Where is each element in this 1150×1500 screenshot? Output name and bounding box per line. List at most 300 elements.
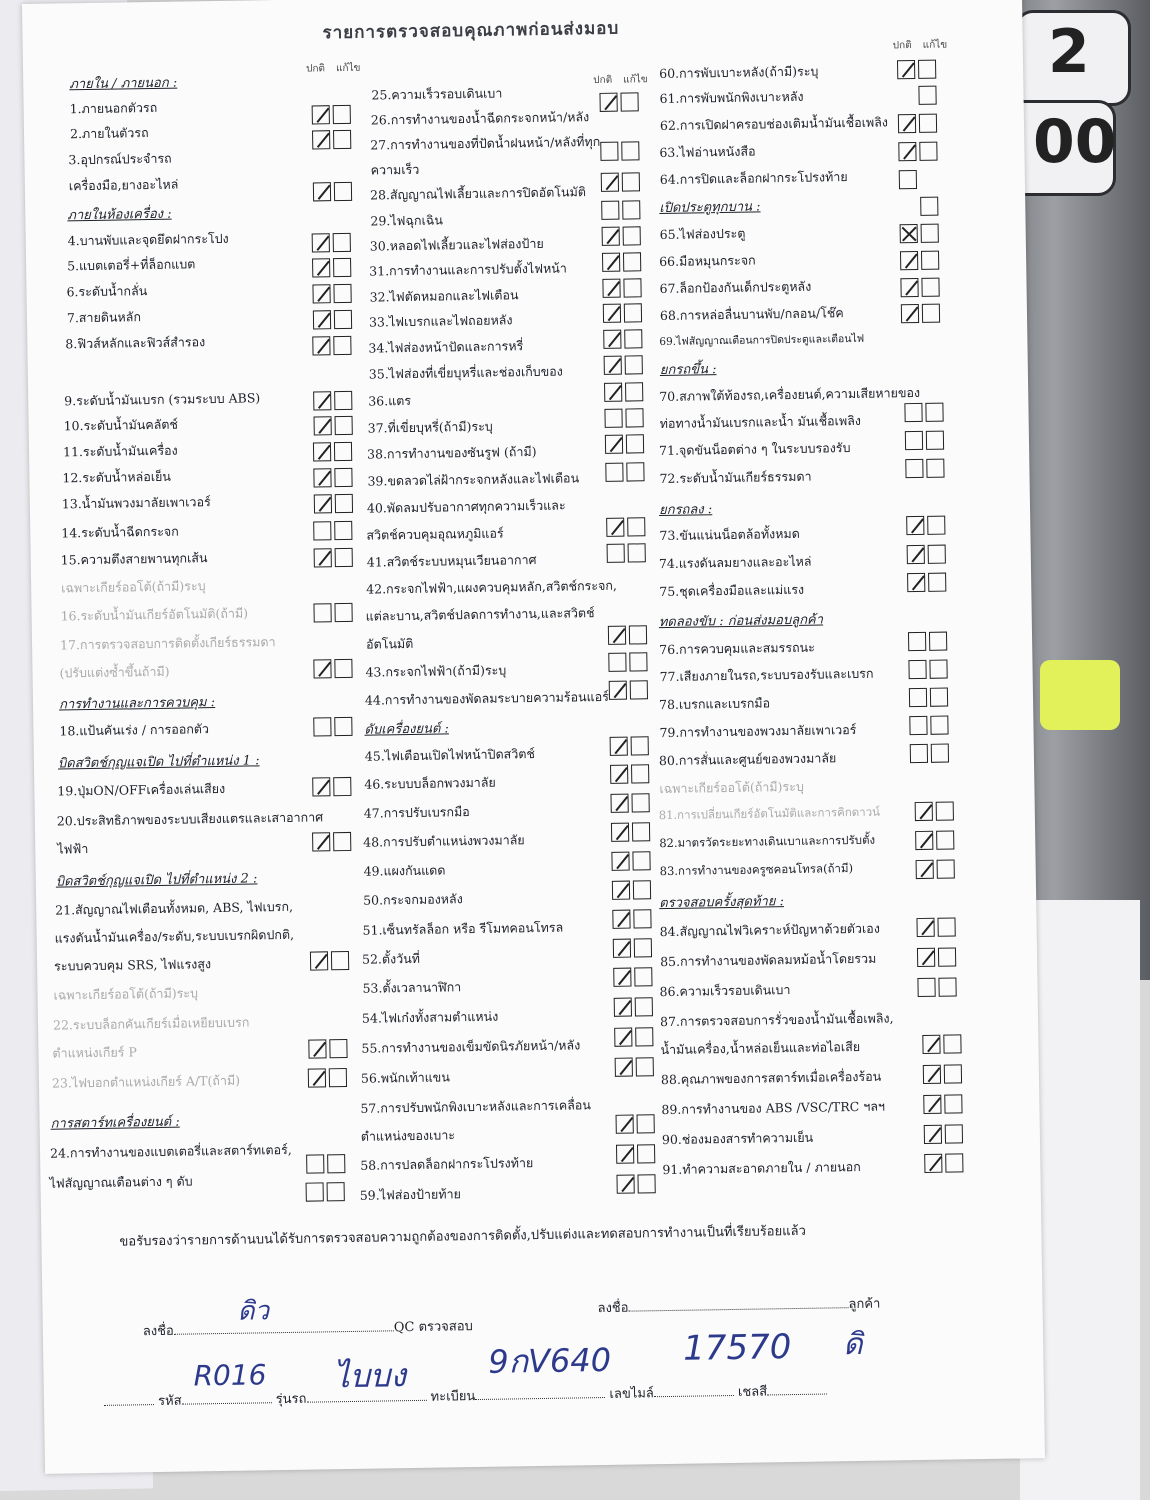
checklist-item: 37.ที่เขี่ยบุหรี่(ถ้ามี)ระบุ — [367, 418, 493, 436]
checklist-item: ไฟสัญญาณเตือนต่าง ๆ ดับ — [49, 1173, 193, 1191]
checklist-item: 11.ระดับน้ำมันเครื่อง — [62, 442, 178, 460]
checkbox-fix[interactable] — [945, 1124, 963, 1143]
checkbox-normal[interactable] — [602, 253, 620, 272]
checkbox-fix[interactable] — [624, 303, 642, 322]
checkbox-normal[interactable] — [900, 278, 918, 297]
checkbox-normal[interactable] — [313, 310, 331, 329]
checkbox-fix[interactable] — [928, 545, 946, 564]
checkbox-normal[interactable] — [604, 409, 622, 428]
checklist-item: 89.การทำงานของ ABS /VSC/TRC ฯลฯ — [661, 1098, 886, 1118]
checkbox-normal[interactable] — [898, 114, 916, 133]
checklist-item: 49.แผงกันแดด — [363, 862, 446, 879]
calculator-key-2: 2 — [1015, 10, 1131, 106]
checkbox-normal[interactable] — [602, 227, 620, 246]
col-header-fix: แก้ไข — [335, 62, 361, 75]
checklist-item: 13.น้ำมันพวงมาลัยเพาเวอร์ — [61, 494, 211, 512]
checkbox-normal[interactable] — [308, 1039, 326, 1058]
checkbox-fix[interactable] — [333, 130, 351, 149]
checkbox-pair — [915, 830, 957, 850]
mileage-field[interactable] — [654, 1395, 734, 1397]
checkbox-normal[interactable] — [604, 356, 622, 375]
checkbox-normal[interactable] — [897, 60, 915, 79]
checklist-item: เครื่องมือ,ยางอะไหล่ — [68, 176, 179, 194]
checkbox-fix[interactable] — [920, 197, 938, 216]
checkbox-fix[interactable] — [628, 543, 646, 562]
checkbox-normal[interactable] — [901, 304, 919, 323]
checkbox-normal[interactable] — [312, 832, 330, 851]
checkbox-normal[interactable] — [606, 518, 624, 537]
checkbox-pair — [898, 114, 940, 134]
checkbox-pair — [900, 251, 942, 271]
checkbox-fix[interactable] — [938, 977, 956, 996]
checkbox-normal[interactable] — [908, 660, 926, 679]
checkbox-normal[interactable] — [904, 403, 922, 422]
checkbox-normal[interactable] — [922, 1035, 940, 1054]
checkbox-pair — [917, 947, 959, 967]
checkbox-normal[interactable] — [602, 279, 620, 298]
checkbox-normal[interactable] — [613, 968, 631, 987]
checkbox-fix[interactable] — [621, 141, 639, 160]
checkbox-normal[interactable] — [909, 688, 927, 707]
checkbox-normal[interactable] — [306, 1182, 324, 1201]
checkbox-pair — [602, 252, 644, 272]
checkbox-normal[interactable] — [314, 548, 332, 567]
checkbox-normal[interactable] — [599, 93, 617, 112]
checkbox-fix[interactable] — [931, 744, 949, 763]
checklist-item: 61.การพับพนักพิงเบาะหลัง — [659, 88, 804, 106]
checkbox-fix[interactable] — [928, 573, 946, 592]
checkbox-normal[interactable] — [905, 431, 923, 450]
checkbox-normal[interactable] — [616, 1145, 634, 1164]
checklist-item: 75.ชุดเครื่องมือและแม่แรง — [659, 581, 805, 600]
checkbox-fix[interactable] — [919, 142, 937, 161]
checkbox-fix[interactable] — [333, 777, 351, 796]
section-heading: เปิดประตูทุกบาน : — [659, 199, 761, 217]
checklist-item: 72.ระดับน้ำมันเกียร์ธรรมดา — [659, 468, 812, 487]
checkbox-normal[interactable] — [603, 330, 621, 349]
checkbox-pair — [306, 1154, 348, 1174]
checkbox-pair — [610, 736, 652, 756]
checkbox-fix[interactable] — [334, 659, 352, 678]
checkbox-pair — [314, 416, 356, 436]
checkbox-normal[interactable] — [605, 435, 623, 454]
checkbox-pair — [313, 468, 355, 488]
checklist-item: 29.ไฟฉุกเฉิน — [370, 212, 443, 229]
checkbox-fix[interactable] — [938, 947, 956, 966]
checkbox-normal[interactable] — [615, 1058, 633, 1077]
checkbox-fix[interactable] — [333, 284, 351, 303]
checkbox-fix[interactable] — [623, 278, 641, 297]
checkbox-pair — [601, 200, 643, 220]
checkbox-normal[interactable] — [600, 142, 618, 161]
checkbox-normal[interactable] — [608, 653, 626, 672]
checkbox-normal[interactable] — [314, 494, 332, 513]
checkbox-normal[interactable] — [915, 802, 933, 821]
checklist-item: 86.ความเร็วรอบเดินเบา — [659, 982, 791, 1000]
checkbox-normal[interactable] — [900, 224, 918, 243]
checkbox-normal[interactable] — [312, 284, 330, 303]
checkbox-fix[interactable] — [918, 86, 936, 105]
checkbox-fix[interactable] — [327, 1154, 345, 1173]
checkbox-fix[interactable] — [623, 252, 641, 271]
checklist-item: 4.บานพับและจุดยึดฝากระโปง — [67, 230, 229, 249]
checkbox-fix[interactable] — [333, 336, 351, 355]
checkbox-normal[interactable] — [611, 823, 629, 842]
checkbox-normal[interactable] — [312, 258, 330, 277]
checklist-item: 76.การควบคุมและสมรรถนะ — [659, 639, 815, 658]
checkbox-normal[interactable] — [917, 948, 935, 967]
checkbox-fix[interactable] — [636, 1057, 654, 1076]
col-header-fix: แก้ไข — [623, 74, 648, 86]
checkbox-normal[interactable] — [905, 459, 923, 478]
checkbox-normal[interactable] — [312, 233, 330, 252]
checkbox-pair — [905, 459, 947, 479]
checkbox-pair — [313, 442, 355, 462]
checkbox-fix[interactable] — [627, 517, 645, 536]
checkbox-normal[interactable] — [312, 336, 330, 355]
checkbox-pair — [611, 851, 653, 871]
checkbox-normal[interactable] — [312, 130, 330, 149]
checkbox-fix[interactable] — [634, 938, 652, 957]
checkbox-fix[interactable] — [637, 1174, 655, 1193]
reg-field[interactable] — [475, 1397, 605, 1400]
sign-label: ลงชื่อ — [142, 1323, 174, 1340]
checklist-item: 22.ระบบล็อกคันเกียร์เมื่อเหยียบเบรก — [52, 1014, 250, 1033]
checkbox-pair — [600, 141, 642, 161]
checklist-item: 87.การตรวจสอบการรั่วของน้ำมันเชื้อเพลิง, — [659, 1010, 894, 1030]
checkbox-fix[interactable] — [335, 416, 353, 435]
col-header-normal: ปกติ — [892, 40, 912, 52]
checkbox-normal[interactable] — [601, 201, 619, 220]
checkbox-fix[interactable] — [334, 603, 352, 622]
checkbox-fix[interactable] — [937, 859, 955, 878]
checklist-item: 38.การทำงานของซันรูฟ (ถ้ามี) — [366, 443, 537, 462]
checkbox-fix[interactable] — [327, 1182, 345, 1201]
checkbox-fix[interactable] — [622, 172, 640, 191]
checkbox-fix[interactable] — [922, 304, 940, 323]
checkbox-fix[interactable] — [329, 1039, 347, 1058]
checklist-item: 20.ประสิทธิภาพของระบบเสียงแตรและเสาอากาศ — [56, 809, 324, 829]
checkbox-normal[interactable] — [909, 716, 927, 735]
checklist-item: 36.แตร — [368, 392, 412, 409]
checkbox-normal[interactable] — [907, 573, 925, 592]
qc-signature: ดิว — [237, 1296, 270, 1327]
checkbox-fix[interactable] — [926, 459, 944, 478]
checkbox-normal[interactable] — [603, 304, 621, 323]
checkbox-normal[interactable] — [900, 251, 918, 270]
checkbox-normal[interactable] — [313, 442, 331, 461]
checkbox-fix[interactable] — [936, 801, 954, 820]
checklist-item: ระบบควบคุม SRS, ไฟแรงสูง — [53, 956, 212, 974]
checkbox-normal[interactable] — [899, 170, 917, 189]
checkbox-fix[interactable] — [335, 494, 353, 513]
checkbox-pair — [614, 997, 656, 1017]
checkbox-normal[interactable] — [906, 516, 924, 535]
checkbox-fix[interactable] — [936, 830, 954, 849]
checkbox-pair — [603, 303, 645, 323]
checkbox-fix[interactable] — [333, 832, 351, 851]
checkbox-pair — [901, 304, 943, 324]
col-header-normal: ปกติ — [305, 63, 326, 75]
checkbox-normal[interactable] — [313, 659, 331, 678]
checkbox-fix[interactable] — [334, 182, 352, 201]
checkbox-fix[interactable] — [625, 408, 643, 427]
checkbox-fix[interactable] — [630, 680, 648, 699]
checkbox-fix[interactable] — [921, 278, 939, 297]
checkbox-fix[interactable] — [334, 310, 352, 329]
checklist-item: 12.ระดับน้ำหล่อเย็น — [62, 468, 172, 486]
checklist-item: 18.แป้นคันเร่ง / การออกตัว — [59, 721, 210, 739]
checkbox-normal[interactable] — [907, 545, 925, 564]
checkbox-pair — [313, 391, 355, 411]
checkbox-normal[interactable] — [314, 416, 332, 435]
checkbox-pair — [313, 521, 355, 541]
checklist-item: 27.การทำงานของที่ปัดน้ำฝนหน้า/หลังที่ทุก — [370, 133, 601, 153]
checklist-item: 8.ฟิวส์หลักและฟิวส์สำรอง — [65, 334, 206, 352]
checkbox-normal[interactable] — [915, 831, 933, 850]
checkbox-pair — [899, 197, 941, 217]
checkbox-fix[interactable] — [633, 909, 651, 928]
checkbox-fix[interactable] — [927, 516, 945, 535]
checkbox-normal[interactable] — [898, 142, 916, 161]
checkbox-fix[interactable] — [635, 1027, 653, 1046]
checklist-item: 81.การเปลี่ยนเกียร์อัตโนมัติและการคิกดาวน์ — [658, 804, 881, 823]
checkbox-fix[interactable] — [637, 1114, 655, 1133]
checkbox-pair — [312, 777, 354, 797]
checkbox-normal[interactable] — [313, 521, 331, 540]
checkbox-fix[interactable] — [632, 822, 650, 841]
checkbox-normal[interactable] — [607, 544, 625, 563]
checkbox-normal[interactable] — [910, 744, 928, 763]
checkbox-normal[interactable] — [312, 105, 330, 124]
checklist-item: 90.ช่องมองสารทำความเย็น — [661, 1129, 814, 1148]
checkbox-fix[interactable] — [919, 114, 937, 133]
checkbox-fix[interactable] — [930, 688, 948, 707]
checkbox-fix[interactable] — [334, 391, 352, 410]
checkbox-pair — [609, 680, 651, 700]
customer-signature-field[interactable] — [629, 1307, 849, 1311]
checkbox-normal[interactable] — [917, 978, 935, 997]
checkbox-pair — [923, 1094, 965, 1114]
checkbox-pair — [909, 715, 951, 735]
checklist-item: 34.ไฟส่องหน้าปัดและการหรี่ — [368, 338, 524, 356]
checklist-item: 91.ทำความสะอาดภายใน / ภายนอก — [662, 1158, 861, 1178]
checkbox-normal[interactable] — [313, 717, 331, 736]
checkbox-normal[interactable] — [605, 463, 623, 482]
checkbox-pair — [604, 408, 646, 428]
checkbox-fix[interactable] — [333, 105, 351, 124]
section-heading: ยกรถลง : — [658, 502, 713, 519]
checkbox-normal[interactable] — [313, 603, 331, 622]
checklist-item: 64.การปิดและล็อกฝากระโปรงท้าย — [659, 169, 848, 188]
checkbox-pair — [312, 832, 354, 852]
checklist-item: 50.กระจกมองหลัง — [363, 891, 463, 908]
checkbox-fix[interactable] — [925, 403, 943, 422]
checklist-item: 71.จุดขันน็อตต่าง ๆ ในระบบรองรับ — [658, 440, 851, 459]
checkbox-fix[interactable] — [626, 462, 644, 481]
checkbox-fix[interactable] — [929, 632, 947, 651]
checklist-item: 60.การพับเบาะหลัง(ถ้ามี)ระบุ — [659, 63, 819, 81]
checkbox-fix[interactable] — [626, 434, 644, 453]
checklist-item: 14.ระดับน้ำฉีดกระจก — [61, 523, 179, 541]
checkbox-fix[interactable] — [334, 521, 352, 540]
checkbox-fix[interactable] — [334, 442, 352, 461]
checklist-item: 21.สัญญาณไฟเตือนทั้งหมด, ABS, ไฟเบรก, — [55, 898, 294, 918]
checkbox-pair — [613, 938, 655, 958]
checkbox-fix[interactable] — [635, 997, 653, 1016]
checkbox-pair — [599, 92, 641, 112]
checklist-item: 9.ระดับน้ำมันเบรก (รวมระบบ ABS) — [64, 390, 261, 409]
checkbox-fix[interactable] — [629, 652, 647, 671]
checkbox-pair — [917, 977, 959, 997]
checkbox-fix[interactable] — [930, 716, 948, 735]
checklist-item: แรงดันน้ำมันเครื่อง/ระดับ,ระบบเบรกผิดปกติ, — [54, 926, 295, 946]
checkbox-normal[interactable] — [313, 182, 331, 201]
checkbox-normal[interactable] — [923, 1065, 941, 1084]
checkbox-fix[interactable] — [944, 1064, 962, 1083]
reg-handwritten: 9กV640 — [488, 1340, 612, 1381]
checkbox-pair — [608, 652, 650, 672]
checkbox-pair — [907, 573, 949, 593]
checkbox-normal[interactable] — [611, 852, 629, 871]
checkbox-pair — [905, 431, 947, 451]
checklist-item: สวิตช์ควบคุมอุณหภูมิแอร์ — [366, 525, 504, 543]
checkbox-pair — [314, 548, 356, 568]
checkbox-pair — [313, 182, 355, 202]
checkbox-pair — [608, 625, 650, 645]
customer-signature-line — [597, 1293, 880, 1318]
checkbox-fix[interactable] — [623, 226, 641, 245]
checkbox-normal[interactable] — [908, 632, 926, 651]
checkbox-fix[interactable] — [631, 736, 649, 755]
checkbox-fix[interactable] — [943, 1034, 961, 1053]
checkbox-pair — [605, 462, 647, 482]
checkbox-fix[interactable] — [620, 92, 638, 111]
checkbox-fix[interactable] — [329, 1068, 347, 1087]
checklist-item: อัตโนมัติ — [365, 635, 414, 652]
checkbox-fix[interactable] — [334, 717, 352, 736]
checkbox-normal[interactable] — [610, 737, 628, 756]
checkbox-normal[interactable] — [924, 1125, 942, 1144]
checkbox-pair — [923, 1064, 965, 1084]
checkbox-fix[interactable] — [921, 224, 939, 243]
checkbox-fix[interactable] — [637, 1144, 655, 1163]
checklist-item: 5.แบตเตอรี่+ที่ล็อกแบต — [67, 256, 196, 274]
checkbox-fix[interactable] — [333, 258, 351, 277]
checkbox-normal[interactable] — [608, 626, 626, 645]
checklist-item: 48.การปรับตำแหน่งพวงมาลัย — [363, 832, 525, 850]
checkbox-pair — [900, 278, 942, 298]
checkbox-fix[interactable] — [929, 660, 947, 679]
checkbox-fix[interactable] — [631, 764, 649, 783]
code-field[interactable] — [182, 1402, 272, 1404]
checkbox-fix[interactable] — [634, 967, 652, 986]
checkbox-normal[interactable] — [616, 1115, 634, 1134]
checkbox-fix[interactable] — [918, 60, 936, 79]
checkbox-normal[interactable] — [610, 794, 628, 813]
checkbox-normal[interactable] — [310, 951, 328, 970]
checklist-item: 59.ไฟส่องป้ายท้าย — [359, 1186, 461, 1203]
checkbox-fix[interactable] — [624, 329, 642, 348]
checklist-item: 52.ตั้งวันที่ — [361, 950, 421, 967]
checkbox-fix[interactable] — [333, 233, 351, 252]
checkbox-normal[interactable] — [923, 1095, 941, 1114]
checklist-item: 79.การทำงานของพวงมาลัยเพาเวอร์ — [659, 721, 857, 741]
checkbox-normal[interactable] — [313, 391, 331, 410]
checkbox-fix[interactable] — [633, 880, 651, 899]
checkbox-fix[interactable] — [944, 1094, 962, 1113]
checkbox-fix[interactable] — [926, 431, 944, 450]
checkbox-normal[interactable] — [614, 1028, 632, 1047]
checkbox-normal[interactable] — [610, 765, 628, 784]
checkbox-normal[interactable] — [616, 1175, 634, 1194]
checklist-item: 15.ความตึงสายพานทุกเส้น — [60, 550, 208, 568]
checklist-item: 82.มาตรวัดระยะทางเดินเบาและการปรับตั้ง — [659, 832, 876, 851]
checkbox-pair — [897, 60, 939, 80]
checkbox-fix[interactable] — [335, 548, 353, 567]
checkbox-fix[interactable] — [334, 468, 352, 487]
checkbox-fix[interactable] — [629, 625, 647, 644]
checkbox-normal[interactable] — [308, 1068, 326, 1087]
checkbox-fix[interactable] — [622, 200, 640, 219]
checkbox-pair — [306, 1182, 348, 1202]
checkbox-normal[interactable] — [612, 881, 630, 900]
certification-statement: ขอรับรองว่ารายการด้านบนได้รับการตรวจสอบความถูกต้องของการติดตั้ง,ปรับแต่งและทดสอบการทำงานเป็นที่เรียบร้อยแล้ว — [119, 1223, 806, 1250]
checkbox-fix[interactable] — [625, 382, 643, 401]
checkbox-normal[interactable] — [306, 1154, 324, 1173]
checkbox-normal[interactable] — [612, 910, 630, 929]
checkbox-fix[interactable] — [625, 355, 643, 374]
highlighter-cap — [1040, 660, 1120, 730]
checkbox-normal[interactable] — [312, 777, 330, 796]
checkbox-fix[interactable] — [331, 951, 349, 970]
checklist-item: น้ำมันเครื่อง,น้ำหล่อเย็นและท่อไอเสีย — [660, 1038, 861, 1058]
checkbox-pair — [312, 284, 354, 304]
checkbox-fix[interactable] — [632, 851, 650, 870]
section-heading: ภายใน / ภายนอก : — [69, 75, 178, 93]
checkbox-normal[interactable] — [604, 383, 622, 402]
checklist-item: 63.ไฟอ่านหนังสือ — [659, 143, 756, 161]
checklist-item: 23.ไฟบอกตำแหน่งเกียร์ A/T(ถ้ามี) — [51, 1072, 241, 1091]
checkbox-normal[interactable] — [924, 1154, 942, 1173]
checkbox-normal[interactable] — [916, 918, 934, 937]
checkbox-pair — [606, 517, 648, 537]
checkbox-normal[interactable] — [601, 173, 619, 192]
qc-signature-field[interactable] — [174, 1330, 394, 1334]
checkbox-pair — [910, 743, 952, 763]
checkbox-pair — [312, 105, 354, 125]
checkbox-pair — [922, 1034, 964, 1054]
checkbox-pair — [904, 403, 946, 423]
checkbox-fix[interactable] — [937, 917, 955, 936]
checklist-item: 74.แรงดันลมยางและอะไหล่ — [658, 553, 812, 572]
checkbox-pair — [900, 224, 942, 244]
checklist-item: 55.การทำงานของเข็มขัดนิรภัยหน้า/หลัง — [361, 1037, 581, 1056]
checkbox-fix[interactable] — [921, 251, 939, 270]
checkbox-normal[interactable] — [313, 468, 331, 487]
checklist-item: 17.การตรวจสอบการติดตั้งเกียร์ธรรมดา — [59, 634, 276, 653]
checkbox-normal[interactable] — [614, 998, 632, 1017]
checkbox-fix[interactable] — [631, 793, 649, 812]
checkbox-normal[interactable] — [916, 860, 934, 879]
checkbox-normal[interactable] — [609, 681, 627, 700]
checkbox-pair — [924, 1153, 966, 1173]
checkbox-fix[interactable] — [945, 1153, 963, 1172]
checkbox-pair — [909, 687, 951, 707]
checklist-item: 54.ไฟเก๋งทั้งสามตำแหน่ง — [361, 1008, 499, 1026]
checkbox-normal[interactable] — [613, 939, 631, 958]
vin-field[interactable] — [767, 1394, 827, 1396]
